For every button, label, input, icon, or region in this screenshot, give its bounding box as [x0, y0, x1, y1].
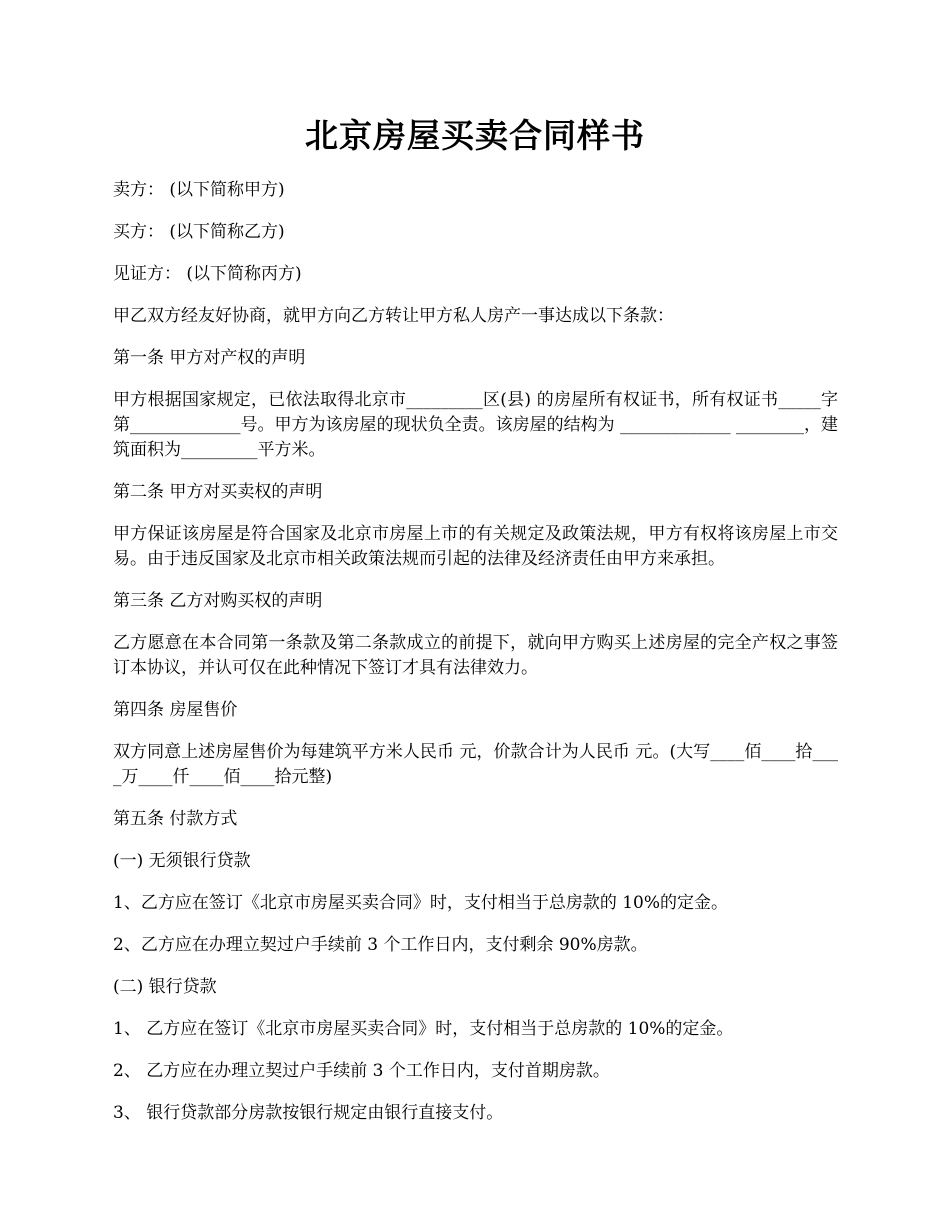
article-4-text: 双方同意上述房屋售价为每建筑平方米人民币 元，价款合计为人民币 元。(大写____佰____拾____万____仟____佰____拾元整) — [113, 742, 838, 787]
subsection-bank-loan: (二) 银行贷款 — [113, 977, 217, 997]
article-2-heading: 第二条 甲方对买卖权的声明 — [113, 482, 323, 502]
paragraph-witness: 见证方： (以下简称丙方) — [113, 264, 302, 284]
paragraph-seller: 卖方： (以下简称甲方) — [113, 180, 285, 200]
document-body — [113, 178, 838, 1143]
article-1-text: 甲方根据国家规定，已依法取得北京市_________区(县) 的房屋所有权证书，所有权证书_____字第_____________号。甲方为该房屋的现状负全责。该房屋的结构为 _____________ ________，建筑面积为_________平方米。 — [113, 390, 838, 460]
article-1-heading: 第一条 甲方对产权的声明 — [113, 348, 306, 368]
list-item: 2、乙方应在办理立契过户手续前 3 个工作日内，支付剩余 90%房款。 — [113, 935, 648, 955]
document-title: 北京房屋买卖合同样书 — [305, 116, 645, 155]
list-item: 1、 乙方应在签订《北京市房屋买卖合同》时，支付相当于总房款的 10%的定金。 — [113, 1019, 734, 1039]
article-4-heading: 第四条 房屋售价 — [113, 700, 238, 720]
article-3-heading: 第三条 乙方对购买权的声明 — [113, 591, 323, 611]
list-item: 3、 银行贷款部分房款按银行规定由银行直接支付。 — [113, 1103, 504, 1123]
paragraph-buyer: 买方： (以下简称乙方) — [113, 222, 285, 242]
list-item: 2、 乙方应在办理立契过户手续前 3 个工作日内，支付首期房款。 — [113, 1061, 610, 1081]
article-3-text: 乙方愿意在本合同第一条款及第二条款成立的前提下，就向甲方购买上述房屋的完全产权之事签订本协议，并认可仅在此种情况下签订才具有法律效力。 — [113, 633, 838, 678]
paragraph-preamble: 甲乙双方经友好协商，就甲方向乙方转让甲方私人房产一事达成以下条款： — [113, 306, 674, 326]
article-2-text: 甲方保证该房屋是符合国家及北京市房屋上市的有关规定及政策法规，甲方有权将该房屋上市交易。由于违反国家及北京市相关政策法规而引起的法律及经济责任由甲方来承担。 — [113, 524, 838, 569]
article-5-heading: 第五条 付款方式 — [113, 809, 238, 829]
list-item: 1、乙方应在签订《北京市房屋买卖合同》时，支付相当于总房款的 10%的定金。 — [113, 893, 729, 913]
subsection-no-loan: (一) 无须银行贷款 — [113, 851, 251, 871]
